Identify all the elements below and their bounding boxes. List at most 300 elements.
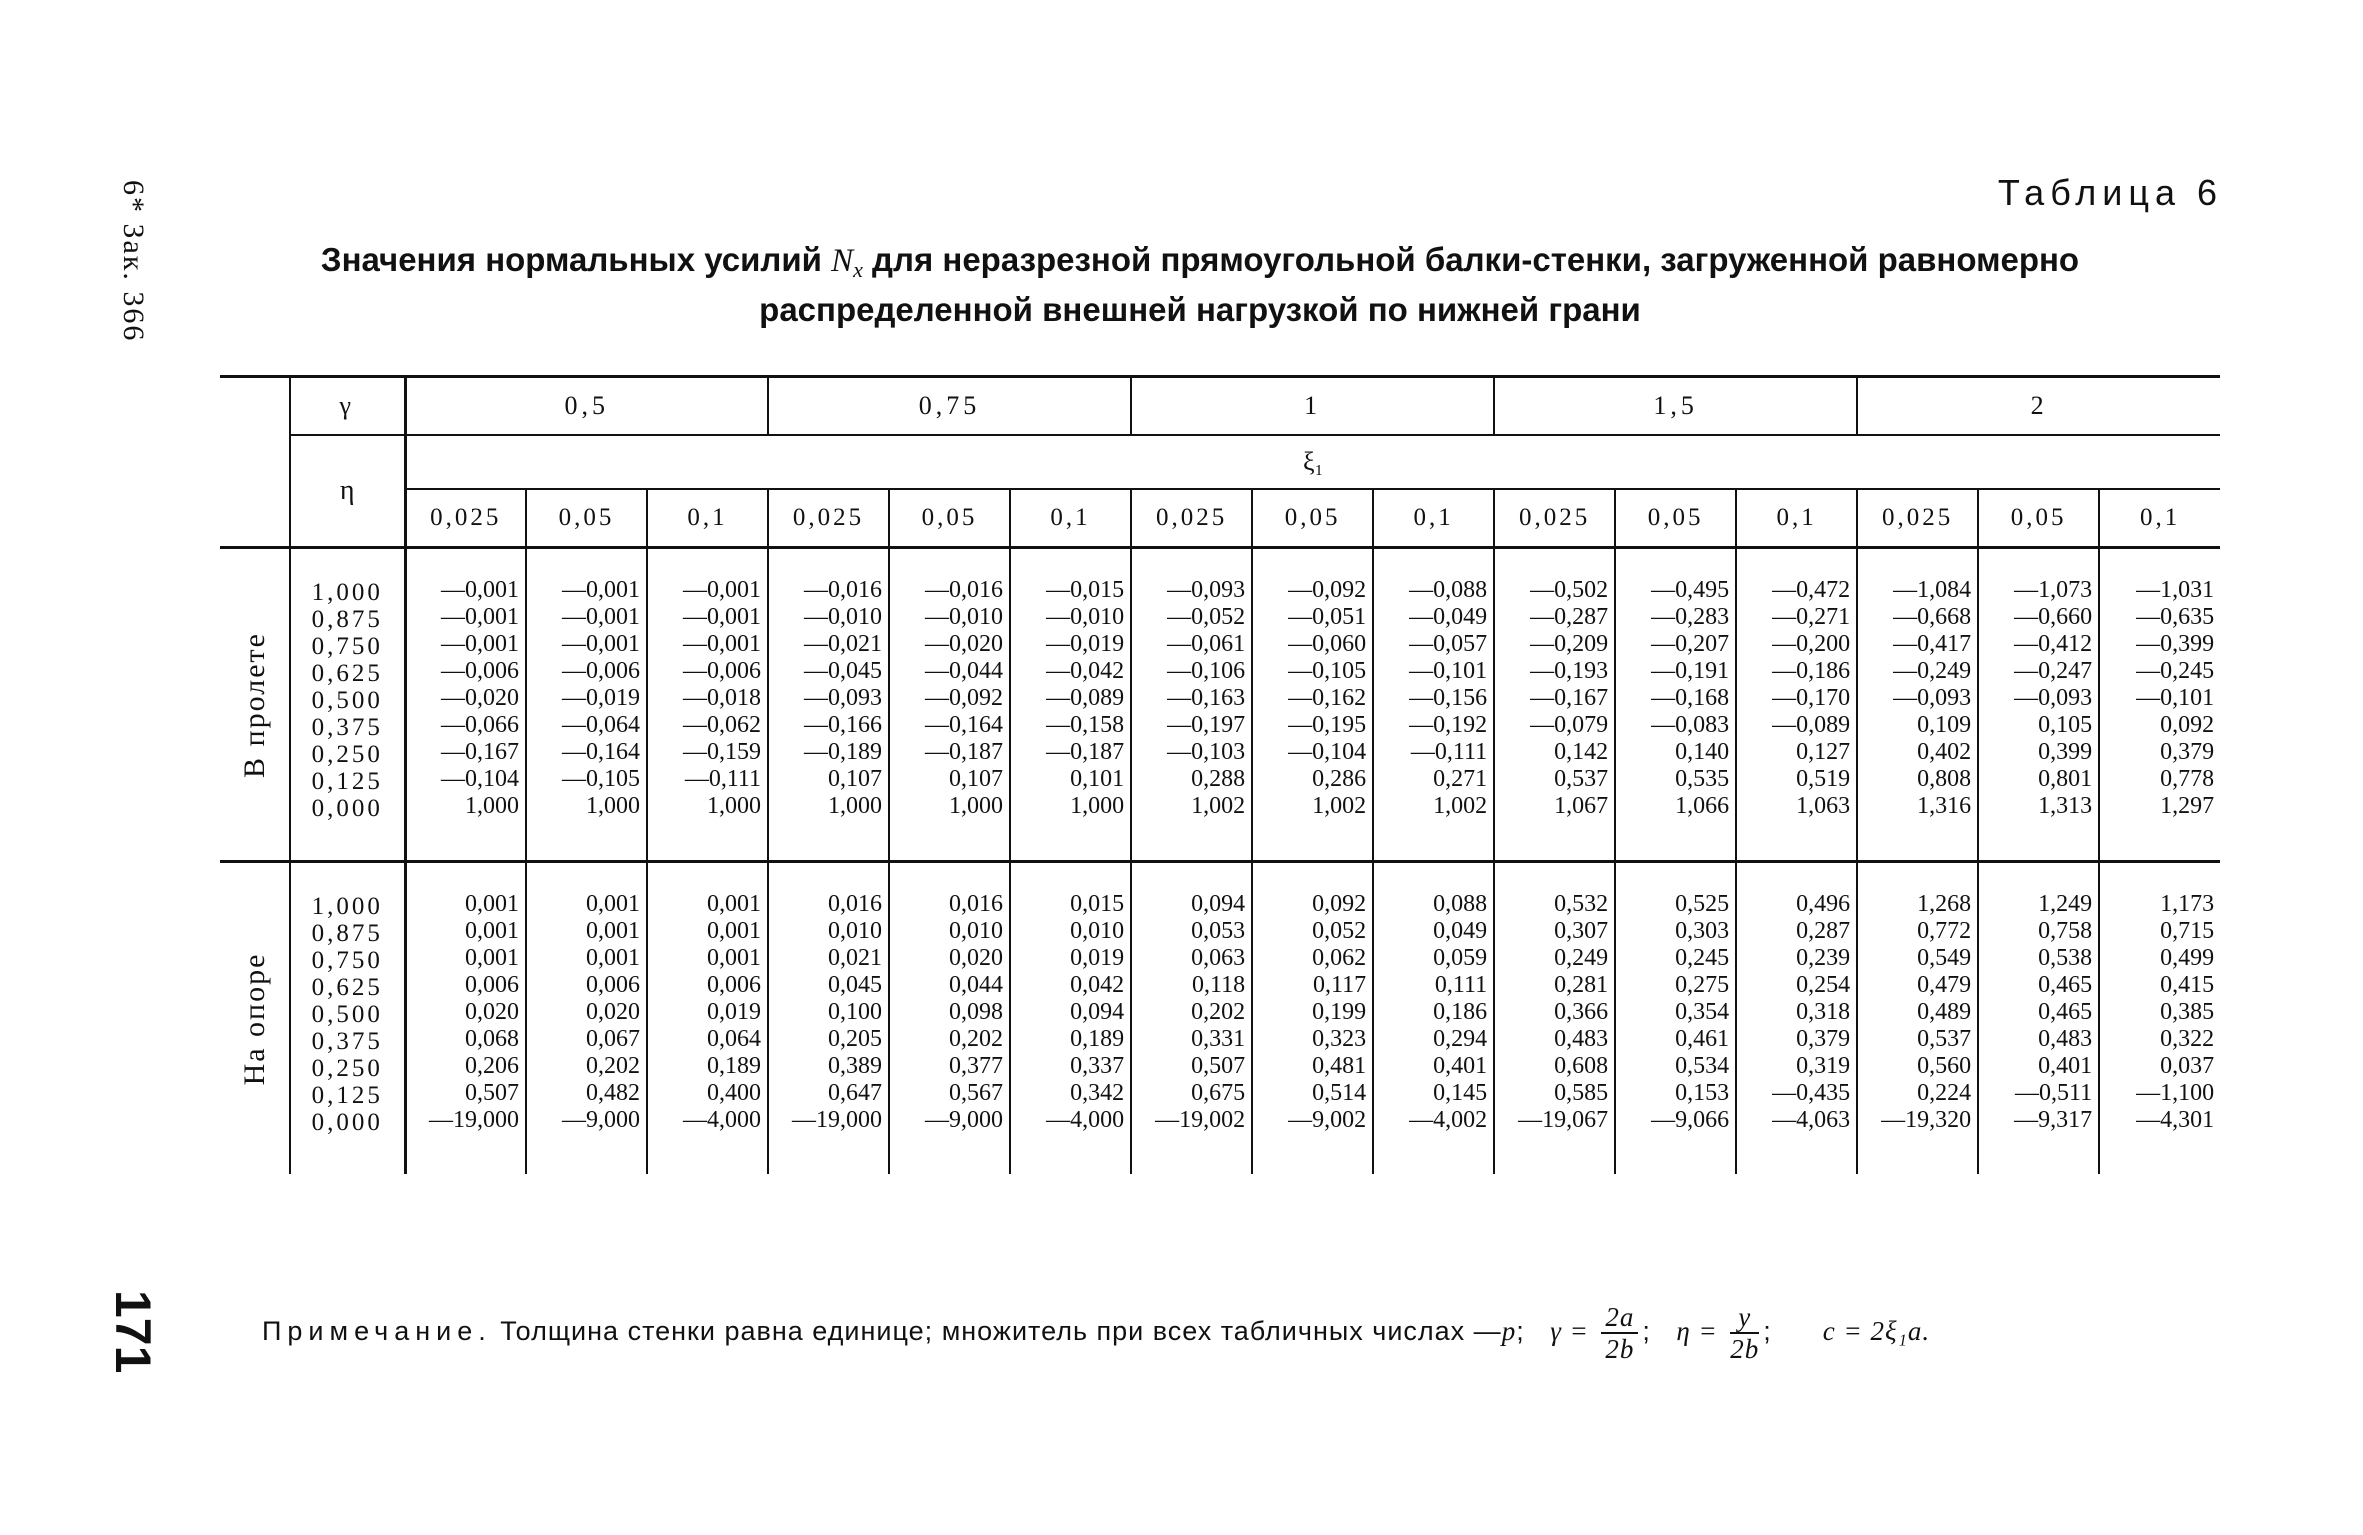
table-cell: 0,461 [1675,1026,1730,1052]
table-cell: —0,283 [1651,604,1730,630]
table-cell: 0,307 [1554,918,1609,944]
table-cell: —0,083 [1651,712,1730,738]
eta-value: 0,125 [311,768,383,795]
table-cell: —0,045 [804,658,883,684]
table-cell: 0,118 [1191,972,1246,998]
table-cell: 0,499 [2160,945,2215,971]
table-cell: 0,044 [949,972,1004,998]
table-cell: —0,162 [1288,685,1367,711]
table-cell: —0,021 [804,631,883,657]
table-cell: —0,156 [1409,685,1488,711]
table-cell: 0,001 [707,891,762,917]
title-symbol: N [831,243,854,279]
table-cell: 0,206 [465,1053,519,1079]
table-cell: 0,245 [1675,945,1730,971]
table-cell: 0,271 [1433,766,1488,792]
xi-value: 0,025 [1131,489,1252,548]
table-cell: 0,059 [1433,945,1488,971]
table-cell: —0,271 [1772,604,1851,630]
table-cell: 0,016 [949,891,1004,917]
eta-value: 1,000 [311,893,383,920]
eta-value: 0,875 [311,606,383,633]
table-cell: —0,001 [562,631,640,657]
footnote-text: Толщина стенки равна единице; множитель при всех табличных числах — [491,1316,1502,1347]
table-cell: —0,101 [1409,658,1488,684]
table-cell: 0,001 [465,891,519,917]
table-cell: 0,006 [586,972,640,998]
section-label-cell [220,548,290,862]
table-cell: 0,249 [1554,945,1609,971]
table-cell: —0,020 [441,685,519,711]
value-column [526,862,647,1175]
table-cell: 0,401 [2038,1053,2093,1079]
table-cell: 0,020 [586,999,640,1025]
table-cell: —19,000 [429,1107,519,1133]
table-cell: —0,399 [2136,631,2215,657]
table-cell: —0,089 [1772,712,1851,738]
xi-value: 0,025 [1494,489,1615,548]
table-cell: 0,001 [586,891,640,917]
footnote-lead: Примечание. [262,1316,492,1347]
table-cell: 0,303 [1675,918,1730,944]
table-cell: 0,318 [1796,999,1851,1025]
table-cell: 0,045 [828,972,883,998]
table-cell: 0,715 [2160,918,2215,944]
table-cell: 0,801 [2038,766,2093,792]
gamma-value: 2 [1857,377,2220,436]
table-cell: 0,068 [465,1026,519,1052]
eta-value: 0,500 [311,1001,383,1028]
gamma-value: 1 [1131,377,1494,436]
xi-value: 0,05 [1615,489,1736,548]
table-cell: —0,417 [1893,631,1972,657]
table-cell: 0,331 [1191,1026,1246,1052]
eta-value: 1,000 [311,579,383,606]
table-cell: —0,191 [1651,658,1730,684]
table-cell: —0,200 [1772,631,1851,657]
table-cell: —0,018 [683,685,762,711]
table-cell: —0,502 [1530,577,1609,603]
table-cell: —0,064 [562,712,640,738]
value-column [1373,862,1494,1175]
table-cell: 1,173 [2160,891,2215,917]
table-cell: 1,000 [586,793,640,819]
table-cell: 0,514 [1312,1080,1367,1106]
table-cell: —0,001 [441,604,519,630]
table-cell: 0,062 [1312,945,1367,971]
table-cell: 0,063 [1191,945,1246,971]
table-cell: —0,111 [1410,739,1488,765]
table-cell: —0,101 [2136,685,2215,711]
xi-value: 0,1 [1736,489,1857,548]
table-cell: —0,044 [925,658,1004,684]
table-cell: —0,060 [1288,631,1367,657]
table-cell: 0,015 [1070,891,1125,917]
table-cell: —0,197 [1167,712,1246,738]
table-cell: —0,001 [683,577,762,603]
table-cell: 0,239 [1796,945,1851,971]
table-cell: —0,093 [2014,685,2093,711]
footnote: Примечание. Толщина стенки равна единице; множитель при всех табличных числах —p; γ = $\frac{2a}{2b}$ ; η = $\frac{y}{2b}$ ; c = 2ξ₁a. [262,1302,1931,1364]
table-cell: 0,567 [949,1080,1004,1106]
table-cell: 0,489 [1917,999,1972,1025]
table-cell: 0,100 [828,999,883,1025]
value-column [889,548,1010,862]
table-cell: 0,385 [2160,999,2215,1025]
table-cell: —0,247 [2014,658,2093,684]
table-cell: —0,435 [1772,1080,1851,1106]
table-cell: —9,000 [925,1107,1004,1133]
table-cell: —9,066 [1651,1107,1730,1133]
table-cell: 0,186 [1433,999,1488,1025]
table-cell: —0,168 [1651,685,1730,711]
table-cell: —0,192 [1409,712,1488,738]
page-number: 171 [105,1290,161,1374]
eta-value: 0,875 [311,920,383,947]
table-cell: 1,000 [465,793,519,819]
table-cell: 0,101 [1070,766,1125,792]
xi-value: 0,05 [1252,489,1373,548]
table-cell: 0,001 [707,918,762,944]
value-column [1494,862,1615,1175]
table-cell: 1,268 [1917,891,1972,917]
table-cell: 1,000 [949,793,1004,819]
table-cell: 0,109 [1917,712,1972,738]
footnote-c-eq: c = 2ξ₁a. [1822,1316,1931,1347]
table-cell: 0,537 [1917,1026,1972,1052]
xi-value: 0,1 [647,489,768,548]
table-cell: 0,415 [2160,972,2215,998]
table-cell: —0,001 [683,604,762,630]
table-cell: —0,079 [1530,712,1609,738]
gamma-denominator: 2b [1605,1334,1635,1364]
table-cell: —4,002 [1409,1107,1488,1133]
table-cell: 0,647 [828,1080,883,1106]
table-cell: 0,140 [1675,739,1730,765]
table-title [250,240,2150,330]
table-cell: —0,001 [441,577,519,603]
table-cell: 1,249 [2038,891,2093,917]
table-cell: 0,465 [2038,972,2093,998]
value-column [405,862,526,1175]
footnote-gamma-eq: γ = [1550,1316,1589,1347]
table-cell: —4,000 [683,1107,762,1133]
table-cell: 0,053 [1191,918,1246,944]
table-cell: 0,202 [1191,999,1246,1025]
value-column [1736,548,1857,862]
eta-numerator: y [1730,1302,1759,1334]
table-cell: —4,063 [1772,1107,1851,1133]
table-cell: 1,297 [2160,793,2215,819]
table-cell: 0,001 [465,945,519,971]
table-cell: 0,400 [707,1080,762,1106]
gamma-value: 1,5 [1494,377,1857,436]
table-cell: 0,107 [828,766,883,792]
xi-value: 0,1 [1010,489,1131,548]
table-cell: 0,205 [828,1026,883,1052]
value-column [1978,862,2099,1175]
table-cell: 0,772 [1917,918,1972,944]
table-cell: —0,006 [683,658,762,684]
xi-header: ξ₁ [405,435,2220,489]
table-cell: 0,092 [2160,712,2215,738]
xi-value: 0,1 [1373,489,1494,548]
eta-value: 0,375 [311,1028,383,1055]
table-cell: —0,170 [1772,685,1851,711]
value-column [1010,862,1131,1175]
table-cell: —0,066 [441,712,519,738]
table-cell: —0,105 [562,766,640,792]
table-cell: —0,010 [804,604,883,630]
table-cell: 0,281 [1554,972,1609,998]
table-cell: —1,073 [2014,577,2093,603]
table-cell: 0,254 [1796,972,1851,998]
table-cell: 0,021 [828,945,883,971]
table-cell: 0,088 [1433,891,1488,917]
table-cell: 0,323 [1312,1026,1367,1052]
table-cell: —0,089 [1046,685,1125,711]
table-cell: —4,301 [2136,1107,2215,1133]
gamma-numerator: 2a [1601,1302,1638,1334]
table-cell: —9,317 [2014,1107,2093,1133]
eta-value: 0,125 [311,1082,383,1109]
table-cell: 0,153 [1675,1080,1730,1106]
value-column [1010,548,1131,862]
value-column [889,862,1010,1175]
value-column [2099,548,2220,862]
gamma-header: γ [290,377,405,436]
table-cell: —0,495 [1651,577,1730,603]
table-cell: 0,525 [1675,891,1730,917]
table-cell: —0,006 [562,658,640,684]
table-cell: 0,001 [586,945,640,971]
table-cell: —0,158 [1046,712,1125,738]
table-cell: 0,342 [1070,1080,1125,1106]
table-cell: 0,037 [2160,1053,2215,1079]
table-cell: 0,189 [1070,1026,1125,1052]
value-column [768,548,889,862]
table-cell: —0,635 [2136,604,2215,630]
table-cell: 1,000 [707,793,762,819]
table-cell: 0,001 [586,918,640,944]
table-cell: 0,481 [1312,1053,1367,1079]
table-cell: 0,020 [465,999,519,1025]
table-cell: —0,668 [1893,604,1972,630]
eta-denominator: 2b [1730,1334,1760,1364]
table-cell: —0,001 [683,631,762,657]
eta-value: 0,000 [311,1109,383,1136]
table-cell: 1,002 [1312,793,1367,819]
value-column [768,862,889,1175]
table-cell: 0,294 [1433,1026,1488,1052]
xi-value: 0,05 [889,489,1010,548]
table-cell: —0,062 [683,712,762,738]
table-cell: 0,010 [949,918,1004,944]
value-column [1615,548,1736,862]
table-cell: 0,105 [2038,712,2093,738]
table-cell: —0,093 [1893,685,1972,711]
table-cell: —4,000 [1046,1107,1125,1133]
table-cell: 0,098 [949,999,1004,1025]
table-cell: 1,313 [2038,793,2093,819]
table-cell: —0,159 [683,739,762,765]
table-cell: 0,199 [1312,999,1367,1025]
table-cell: —19,320 [1881,1107,1972,1133]
table-cell: 0,107 [949,766,1004,792]
table-cell: —0,088 [1409,577,1488,603]
table-cell: —1,100 [2136,1080,2215,1106]
table-cell: 0,483 [1554,1026,1609,1052]
title-post: для неразрезной прямоугольной балки-стенки, загруженной равномерно [862,241,2080,278]
xi-value: 0,1 [2099,489,2220,548]
table-cell: 0,465 [2038,999,2093,1025]
table-cell: —0,042 [1046,658,1125,684]
table-label: Таблица 6 [1997,172,2223,213]
table-cell: 0,535 [1675,766,1730,792]
table-cell: 0,402 [1917,739,1972,765]
table-cell: 0,092 [1312,891,1367,917]
section-label: В пролете [237,631,271,778]
table-cell: —0,001 [441,631,519,657]
table-cell: 0,537 [1554,766,1609,792]
table-cell: 0,538 [2038,945,2093,971]
table-cell: —0,010 [1046,604,1125,630]
value-column [1252,548,1373,862]
value-column [526,548,647,862]
table-cell: 0,052 [1312,918,1367,944]
table-cell: —0,001 [562,577,640,603]
table-cell: —0,164 [925,712,1004,738]
table-cell: 0,399 [2038,739,2093,765]
title-pre: Значения нормальных усилий [320,241,832,278]
table-cell: 1,316 [1917,793,1972,819]
table-cell: 0,275 [1675,972,1730,998]
footnote-eta-eq: η = [1676,1316,1718,1347]
table-cell: 0,366 [1554,999,1609,1025]
table-cell: 0,479 [1917,972,1972,998]
table-cell: —19,067 [1518,1107,1609,1133]
table-cell: 0,010 [828,918,883,944]
table-cell: —19,002 [1155,1107,1246,1133]
table-cell: 0,319 [1796,1053,1851,1079]
table-cell: 0,377 [949,1053,1004,1079]
section-label: На опоре [237,952,271,1085]
table-cell: 0,142 [1554,739,1609,765]
table-cell: —0,019 [1046,631,1125,657]
table-cell: —0,511 [2014,1080,2093,1106]
table-cell: 0,094 [1070,999,1125,1025]
table-cell: —0,105 [1288,658,1367,684]
table-cell: 0,549 [1917,945,1972,971]
table-cell: 1,000 [1070,793,1125,819]
value-column [1373,548,1494,862]
table-cell: —0,166 [804,712,883,738]
table-cell: 1,000 [828,793,883,819]
table-cell: 0,286 [1312,766,1367,792]
table-cell: —0,006 [441,658,519,684]
table-cell: 0,758 [2038,918,2093,944]
table-cell: —0,001 [562,604,640,630]
table-cell: 1,002 [1191,793,1246,819]
table-cell: —0,057 [1409,631,1488,657]
table-cell: 0,532 [1554,891,1609,917]
table-cell: —0,020 [925,631,1004,657]
table-cell: 0,001 [465,918,519,944]
table-cell: —0,249 [1893,658,1972,684]
section-label-cell [220,862,290,1175]
table-cell: 0,001 [707,945,762,971]
table-cell: —0,412 [2014,631,2093,657]
eta-column [290,862,405,1175]
table-cell: 0,322 [2160,1026,2215,1052]
table-cell: 0,189 [707,1053,762,1079]
value-column [1252,862,1373,1175]
table-cell: —0,287 [1530,604,1609,630]
data-table [220,375,2220,1174]
table-cell: —0,019 [562,685,640,711]
table-cell: —0,193 [1530,658,1609,684]
xi-value: 0,05 [526,489,647,548]
table-cell: —0,093 [1167,577,1246,603]
table-cell: 0,507 [465,1080,519,1106]
value-column [1494,548,1615,862]
table-cell: 0,145 [1433,1080,1488,1106]
table-cell: —0,093 [804,685,883,711]
table-cell: 0,006 [707,972,762,998]
eta-value: 0,750 [311,633,383,660]
title-line-2: распределенной внешней нагрузкой по нижней грани [759,291,1641,328]
table-cell: 0,287 [1796,918,1851,944]
table-cell: 0,020 [949,945,1004,971]
table-cell: 0,019 [1070,945,1125,971]
value-column [405,548,526,862]
table-cell: —0,209 [1530,631,1609,657]
eta-column [290,548,405,862]
table-cell: —0,111 [684,766,762,792]
table-cell: 0,006 [465,972,519,998]
table-cell: —0,049 [1409,604,1488,630]
table-cell: —0,061 [1167,631,1246,657]
table-cell: 0,560 [1917,1053,1972,1079]
eta-value: 0,375 [311,714,383,741]
table-cell: —0,207 [1651,631,1730,657]
table-cell: 0,337 [1070,1053,1125,1079]
table-cell: 0,675 [1191,1080,1246,1106]
table-cell: 0,496 [1796,891,1851,917]
table-cell: —0,010 [925,604,1004,630]
gamma-value: 0,5 [405,377,768,436]
table-cell: —0,245 [2136,658,2215,684]
table-cell: 0,064 [707,1026,762,1052]
xi-value: 0,025 [768,489,889,548]
table-cell: 0,482 [586,1080,640,1106]
table-cell: 0,019 [707,999,762,1025]
footnote-gamma-frac [1601,1302,1638,1364]
eta-header: η [290,435,405,548]
table-cell: —0,187 [1046,739,1125,765]
table-cell: —0,472 [1772,577,1851,603]
table-cell: —0,186 [1772,658,1851,684]
table-cell: —0,660 [2014,604,2093,630]
table-cell: 0,288 [1191,766,1246,792]
table-cell: 0,202 [949,1026,1004,1052]
table-cell: —0,187 [925,739,1004,765]
title-symbol-sub: x [853,257,863,282]
table-cell: —9,000 [562,1107,640,1133]
footnote-p: p [1501,1316,1517,1347]
xi-value: 0,05 [1978,489,2099,548]
value-column [1131,548,1252,862]
